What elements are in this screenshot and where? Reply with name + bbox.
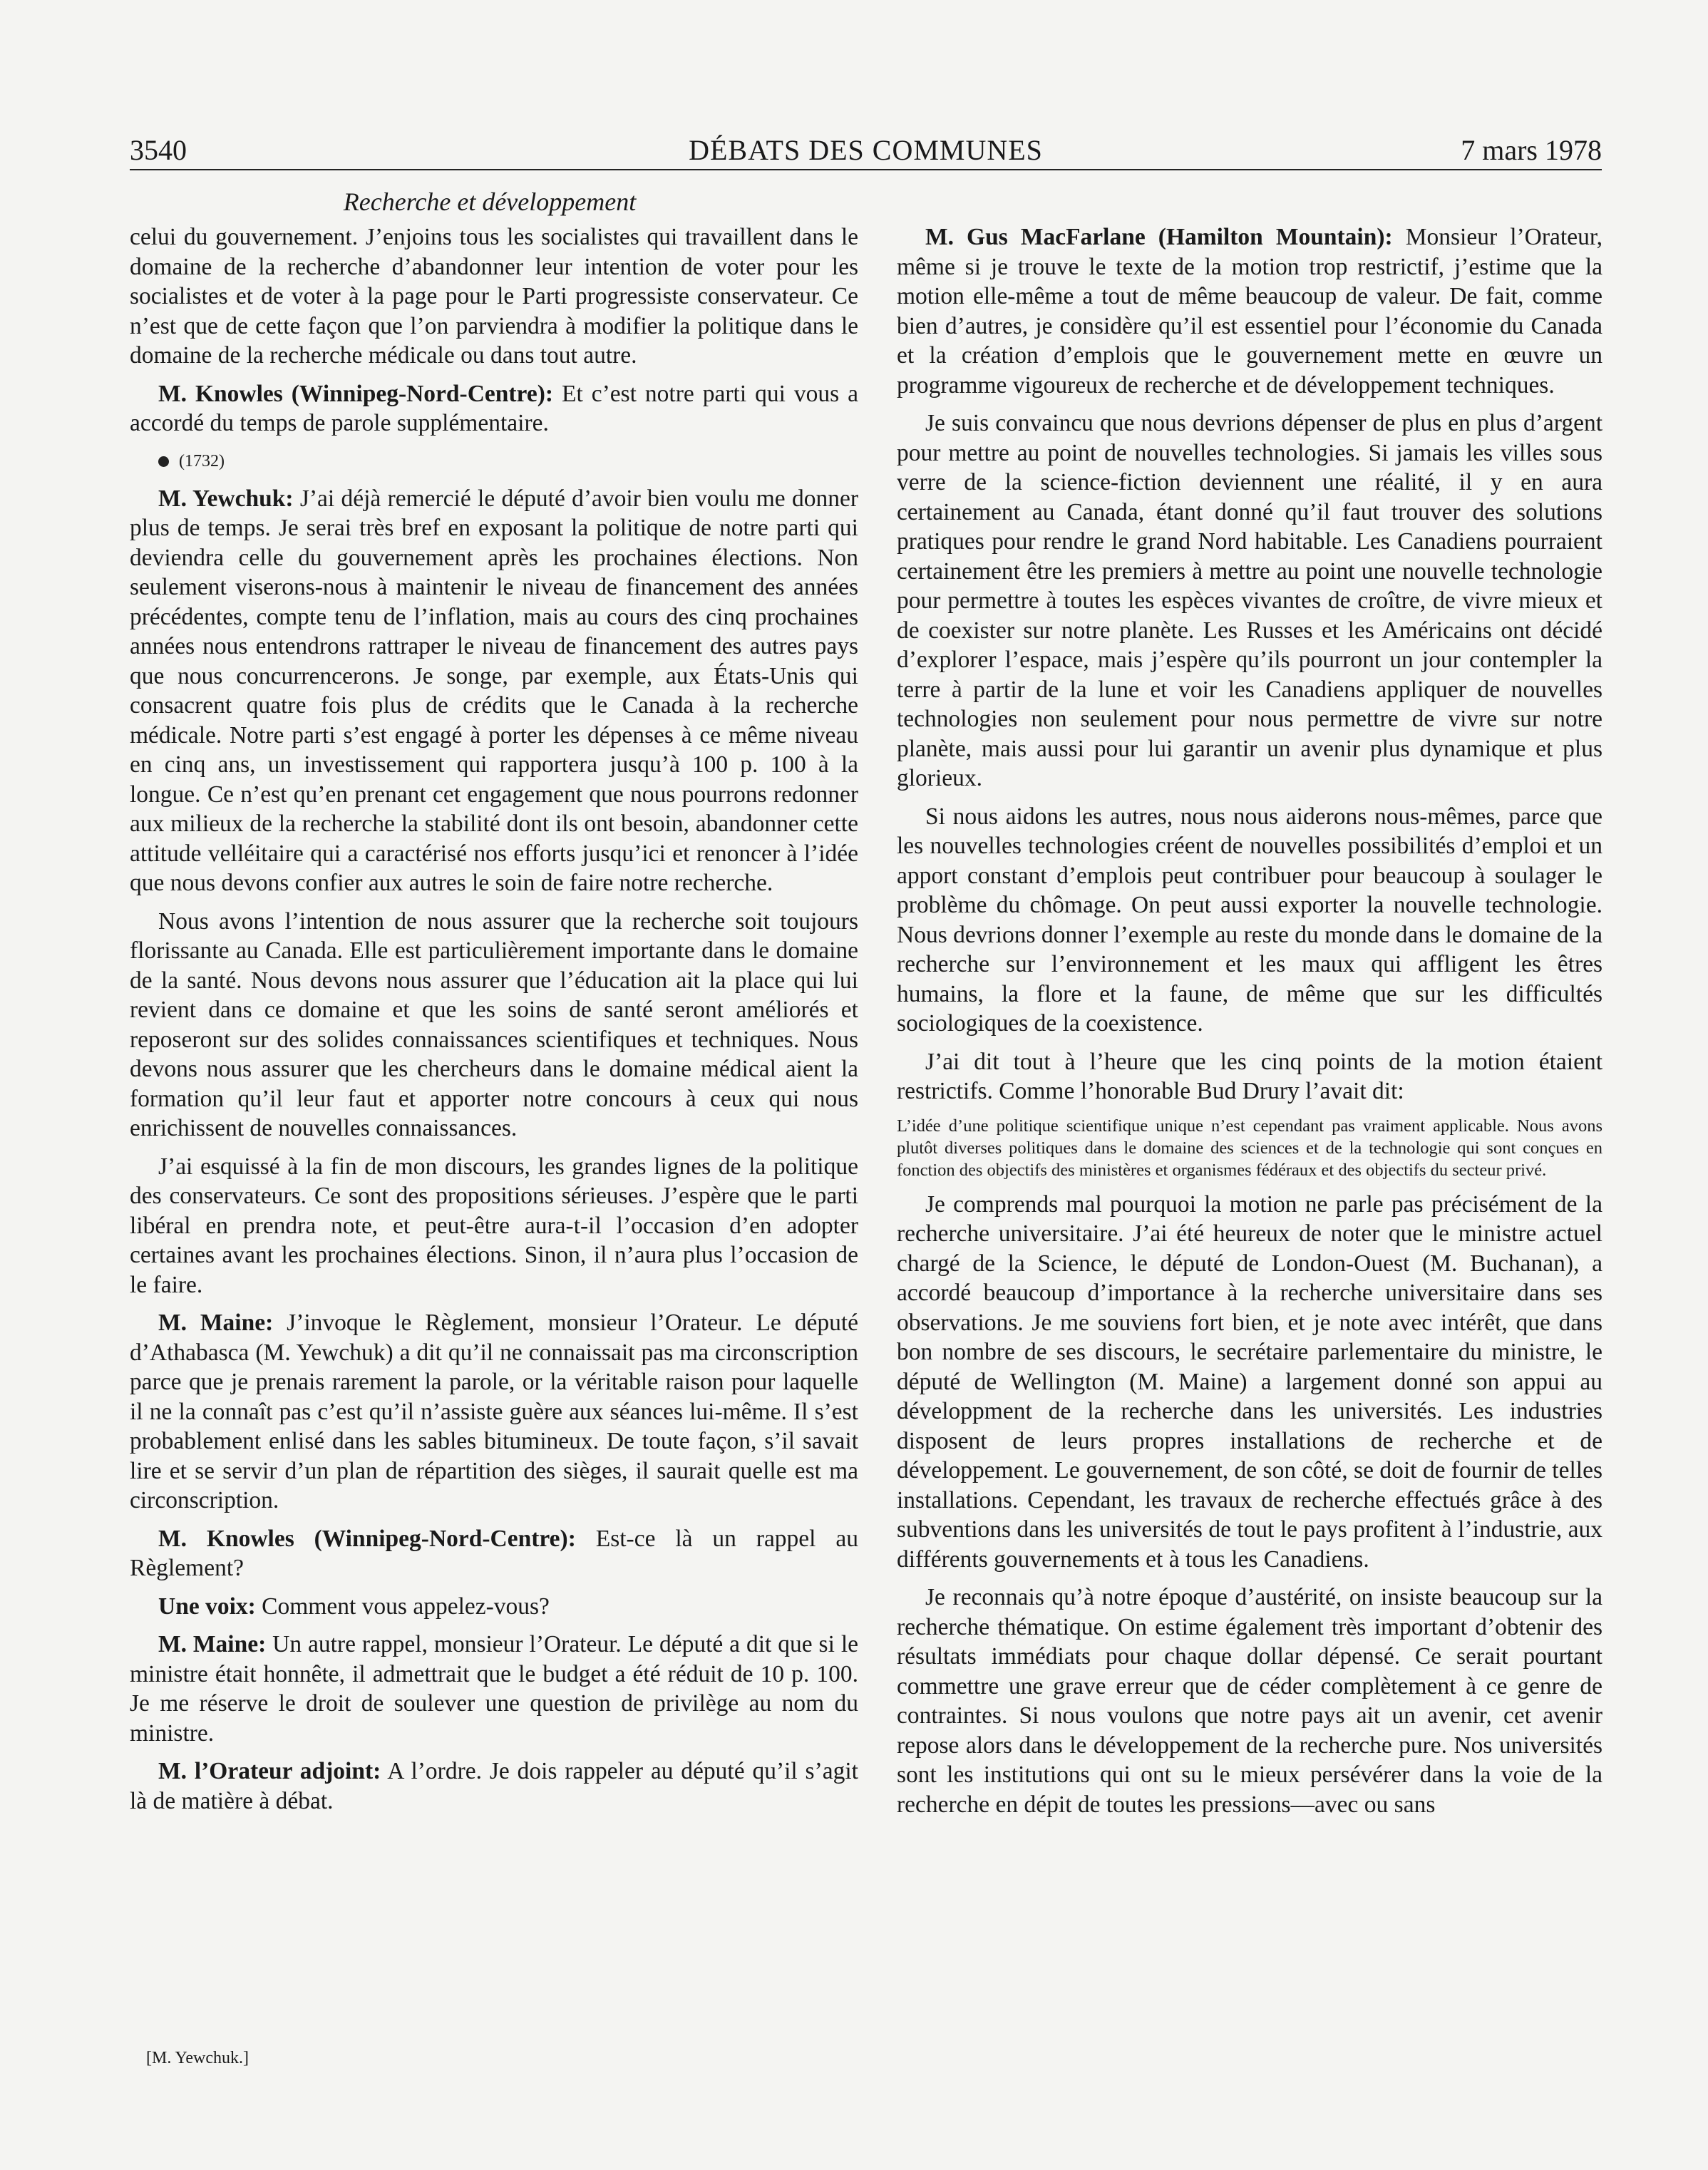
paragraph: J’ai dit tout à l’heure que les cinq points de la motion étaient restrictifs. Comme l’honorable Bud Drury l’avait dit: [897, 1048, 1602, 1104]
speaker-name: M. l’Orateur adjoint: [158, 1758, 381, 1784]
speech-paragraph [130, 1524, 858, 1583]
speech-text: Comment vous appelez-vous? [255, 1593, 550, 1620]
speaker-name: M. Yewchuk: [158, 485, 294, 512]
speech-paragraph [130, 1757, 858, 1816]
timestamp [130, 447, 858, 475]
speaker-name: M. Knowles (Winnipeg-Nord-Centre): [158, 1525, 576, 1552]
speech-text: A l’ordre. Je dois rappeler au député qu’il s’agit là de matière à débat. [130, 1758, 858, 1814]
speaker-name: M. Knowles (Winnipeg-Nord-Centre): [158, 380, 554, 407]
paragraph: Je reconnais qu’à notre époque d’austérité, on insiste beaucoup sur la recherche thématique. On estime également très important d’obtenir des résultats immédiats pour chaque dollar dépensé. Ce serait pourtant commettre une grave erreur que de céder complètement à ce genre de contraintes. Si nous voulons que notre pays ait un avenir, cet avenir repose alors dans le développement de la recherche pure. Nos universités sont les institutions qui ont su le mieux persévérer dans la voie de la recherche en dépit de toutes les pressions—avec ou sans [897, 1584, 1602, 1818]
speech-text: J’invoque le Règlement, monsieur l’Orateur. Le député d’Athabasca (M. Yewchuk) a dit qu’il ne connaissait pas ma circonscription parce que je prenais rarement la parole, or la véritable raison pour laquelle il ne la connaît pas c’est qu’il n’assiste guère aux séances lui-même. Il s’est probablement enlisé dans les sables bitumineux. De toute façon, s’il savait lire et se servir d’un plan de répartition des sièges, il saurait quelle est ma circonscription. [130, 1310, 859, 1513]
bullet-icon [158, 456, 169, 467]
page-date: 7 mars 1978 [1461, 134, 1602, 166]
publication-title: DÉBATS DES COMMUNES [689, 134, 1043, 166]
speech-paragraph [897, 222, 1602, 400]
speech-text: Monsieur l’Orateur, même si je trouve le texte de la motion trop restrictif, j’estime que la motion elle-même a tout de même beaucoup de valeur. De fait, comme bien d’autres, je considère qu’il est essentiel pour l’économie du Canada et la création d’emplois que le gouvernement mette en œuvre un programme vigoureux de recherche et de développement techniques. [897, 224, 1603, 398]
left-column [130, 222, 858, 1824]
speech-paragraph [130, 1630, 858, 1748]
paragraph: Je comprends mal pourquoi la motion ne parle pas précisément de la recherche universitaire. J’ai été heureux de noter que le ministre actuel chargé de la Science, le député de London-Ouest (M. Buchanan), a accordé beaucoup d’importance à la recherche universitaire dans ses observations. Je me souviens fort bien, et je note avec intérêt, que dans bon nombre de ses discours, le secrétaire parlementaire du ministre, le député de Wellington (M. Maine) a largement donné son appui au développment de la recherche dans les universités. Les industries disposent de leurs propres installations de recherche et de développement. Le gouvernement, de son côté, se doit de fournir de telles installations. Cependant, les travaux de recherche effectués grâce à des subventions dans les universités de tout le pays profitent à l’industrie, aux différents gouvernements et à tous les Canadiens. [897, 1191, 1602, 1573]
paragraph: Nous avons l’intention de nous assurer que la recherche soit toujours florissante au Canada. Elle est particulièrement importante dans le domaine de la santé. Nous devons nous assurer que l’éducation ait la place qui lui revient dans ce domaine et que les soins de santé seront améliorés et reposeront sur des solides connaissances scientifiques et techniques. Nous devons nous assurer que les chercheurs dans le domaine médical aient la formation qu’il leur faut et apporter notre concours à ceux qui nous enrichissent de nouvelles connaissances. [130, 907, 858, 1141]
speaker-name: M. Maine: [158, 1631, 267, 1657]
paragraph: Si nous aidons les autres, nous nous aiderons nous-mêmes, parce que les nouvelles technologies créent de nouvelles possibilités d’emploi et un apport constant d’emplois peut contribuer pour beaucoup à soulager le problème du chômage. On peut aussi exporter la nouvelle technologie. Nous devrions donner l’exemple au reste du monde dans le domaine de la recherche sur l’environnement et les maux qui affligent les êtres humains, la flore et la faune, de même que sur les difficultés sociologiques de la coexistence. [897, 803, 1602, 1037]
speaker-reference: [M. Yewchuk.] [146, 2049, 249, 2067]
page-number: 3540 [130, 134, 187, 166]
speech-paragraph [130, 1308, 858, 1516]
timestamp-text: (1732) [179, 451, 225, 470]
speaker-name: M. Maine: [158, 1310, 274, 1336]
speaker-name: M. Gus MacFarlane (Hamilton Mountain): [925, 224, 1393, 250]
paragraph: celui du gouvernement. J’enjoins tous les socialistes qui travaillent dans le domaine de la recherche d’abandonner leur intention de voter pour les socialistes et de voter à la page pour le Parti progressiste conservateur. Ce n’est que de cette façon que l’on parviendra à modifier la politique dans le domaine de la recherche médicale ou dans tout autre. [130, 224, 858, 369]
speech-text: J’ai déjà remercié le député d’avoir bien voulu me donner plus de temps. Je serai très bref en exposant la politique de notre parti qui deviendra celle du gouvernement après les prochaines élections. Non seulement viserons-nous à maintenir le niveau de financement des années précédentes, compte tenu de l’inflation, mais au cours des cinq prochaines années nous entendrons rattraper le niveau de financement des autres pays que nous concurrencerons. Je songe, par exemple, aux États-Unis qui consacrent quatre fois plus de crédits que le Canada à la recherche médicale. Notre parti s’est engagé à porter les dépenses à ce même niveau en cinq ans, un investissement qui rapportera jusqu’à 100 p. 100 à la longue. Ce n’est qu’en prenant cet engagement que nous pourrons redonner aux milieux de la recherche la stabilité dont ils ont besoin, abandonner cette attitude velléitaire qui a caractérisé nos efforts jusqu’ici et renoncer à l’idée que nous devons confier aux autres le soin de faire notre recherche. [130, 485, 858, 896]
right-column [897, 222, 1602, 1828]
speech-paragraph [130, 379, 858, 438]
paragraph: J’ai esquissé à la fin de mon discours, les grandes lignes de la politique des conservateurs. Ce sont des propositions sérieuses. J’espère que le parti libéral en prendra note, et peut-être aura-t-il l’occasion d’en adopter certaines avant les prochaines élections. Sinon, il n’aura plus l’occasion de le faire. [130, 1153, 858, 1298]
speech-text: Est-ce là un rappel au Règlement? [130, 1525, 858, 1581]
speaker-name: Une voix: [158, 1593, 256, 1620]
speech-text: Et c’est notre parti qui vous a accordé du temps de parole supplémentaire. [130, 380, 859, 436]
speech-paragraph [130, 1592, 858, 1622]
block-quote: L’idée d’une politique scientifique unique n’est cependant pas vraiment applicable. Nous avons plutôt diverses politiques dans le domaine des sciences et de la technologie qui sont conçues en fonction des objectifs des ministères et organismes fédéraux et des objectifs du secteur privé. [897, 1116, 1602, 1180]
speech-text: Un autre rappel, monsieur l’Orateur. Le député a dit que si le ministre était honnête, il admettrait que le budget a été réduit de 10 p. 100. Je me réserve le droit de soulever une question de privilège au nom du ministre. [130, 1631, 858, 1747]
paragraph: Je suis convaincu que nous devrions dépenser de plus en plus d’argent pour mettre au point de nouvelles technologies. Si jamais les villes sous verre de la science-fiction deviennent une réalité, il y en aura certainement au Canada, étant donné qu’il faut trouver des solutions pratiques pour rendre le grand Nord habitable. Les Canadiens pourraient certainement être les premiers à mettre au point une nouvelle technologie pour permettre à toutes les espèces vivantes de croître, de vivre mieux et de coexister sur notre planète. Les Russes et les Américains ont décidé d’explorer l’espace, mais j’espère qu’ils pourront un jour contempler la terre à partir de la lune et voir les Canadiens appliquer de nouvelles technologies non seulement pour nous permettre de vivre sur notre planète, mais aussi pour lui garantir un avenir plus dynamique et plus glorieux. [897, 410, 1602, 791]
speech-paragraph [130, 484, 858, 898]
section-subheading: Recherche et développement [343, 187, 637, 216]
page-header [130, 132, 1602, 170]
